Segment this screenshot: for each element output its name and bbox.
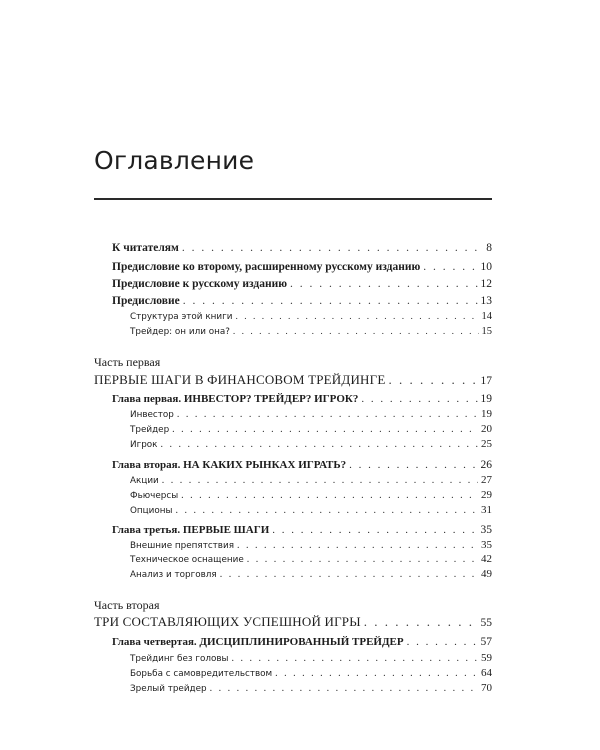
toc-page-number: 10 bbox=[480, 261, 492, 273]
toc-chapter[interactable] bbox=[112, 393, 492, 405]
toc-page-number: 49 bbox=[481, 568, 492, 580]
toc-subentry[interactable] bbox=[130, 489, 492, 501]
toc-subentry[interactable] bbox=[130, 408, 492, 420]
toc-page-number: 20 bbox=[481, 423, 492, 435]
toc-page-number: 8 bbox=[486, 242, 492, 254]
toc-subentry-label: Опционы bbox=[130, 506, 173, 516]
toc-page-number: 64 bbox=[481, 667, 492, 679]
page-title: Оглавление bbox=[94, 146, 255, 175]
toc-subentry[interactable] bbox=[130, 423, 492, 435]
toc-subentry[interactable] bbox=[130, 474, 492, 486]
toc-subentry-label: Трейдер bbox=[130, 425, 170, 435]
toc-subentry[interactable] bbox=[130, 311, 492, 322]
title-divider bbox=[94, 198, 492, 200]
toc-page-number: 70 bbox=[481, 682, 492, 694]
toc-page-number: 35 bbox=[481, 539, 492, 551]
chapter-title: Глава первая. ИНВЕСТОР? ТРЕЙДЕР? ИГРОК? bbox=[112, 393, 359, 405]
toc-part-entry[interactable] bbox=[94, 372, 492, 388]
toc-entry[interactable] bbox=[112, 295, 492, 307]
toc-subentry[interactable] bbox=[130, 568, 492, 580]
toc-page-number: 55 bbox=[480, 617, 492, 629]
toc-subentry[interactable] bbox=[130, 438, 492, 450]
toc-page-number: 42 bbox=[481, 553, 492, 565]
toc-subentry[interactable] bbox=[130, 504, 492, 516]
part-label: Часть вторая bbox=[94, 598, 160, 612]
toc-page-number: 17 bbox=[480, 375, 492, 387]
toc-subentry-label: Внешние препятствия bbox=[130, 541, 234, 551]
chapter-title: Глава третья. ПЕРВЫЕ ШАГИ bbox=[112, 524, 270, 536]
toc-page-number: 27 bbox=[481, 474, 492, 486]
toc-subentry[interactable] bbox=[130, 682, 492, 694]
toc-entry-label: К читателям bbox=[112, 242, 179, 254]
toc-subentry[interactable] bbox=[130, 539, 492, 551]
toc-subentry-label: Зрелый трейдер bbox=[130, 684, 207, 694]
toc-subentry[interactable] bbox=[130, 326, 492, 337]
toc-entry[interactable] bbox=[112, 261, 492, 273]
toc-page-number: 26 bbox=[480, 459, 492, 471]
toc-entry-label: Предисловие ко второму, расширенному русскому изданию bbox=[112, 261, 421, 273]
toc-subentry-label: Акции bbox=[130, 476, 159, 486]
toc-page-number: 29 bbox=[481, 489, 492, 501]
toc-subentry-label: Трейдинг без головы bbox=[130, 654, 229, 664]
toc-page-number: 14 bbox=[481, 311, 492, 322]
toc-page-number: 15 bbox=[481, 326, 492, 337]
toc-page-number: 25 bbox=[481, 438, 492, 450]
toc-entry-label: Предисловие bbox=[112, 295, 180, 307]
toc-subentry-label: Фьючерсы bbox=[130, 491, 179, 501]
toc-page-number: 31 bbox=[481, 504, 492, 516]
toc-chapter[interactable] bbox=[112, 459, 492, 471]
toc-chapter[interactable] bbox=[112, 636, 492, 648]
toc-page-number: 35 bbox=[480, 524, 492, 536]
toc-entry[interactable] bbox=[112, 242, 492, 254]
toc-subentry[interactable] bbox=[130, 667, 492, 679]
toc-part-entry[interactable] bbox=[94, 614, 492, 630]
toc-page-number: 12 bbox=[480, 278, 492, 290]
toc-subentry-label: Анализ и торговля bbox=[130, 570, 217, 580]
toc-page-number: 19 bbox=[481, 408, 492, 420]
toc-entry[interactable] bbox=[112, 278, 492, 290]
toc-subentry[interactable] bbox=[130, 553, 492, 565]
toc-page-number: 19 bbox=[480, 393, 492, 405]
toc-subentry-label: Трейдер: он или она? bbox=[130, 327, 230, 337]
toc-subentry-label: Техническое оснащение bbox=[130, 555, 244, 565]
chapter-title: Глава четвертая. ДИСЦИПЛИНИРОВАННЫЙ ТРЕЙДЕР bbox=[112, 636, 404, 648]
toc-subentry-label: Инвестор bbox=[130, 410, 174, 420]
part-label: Часть первая bbox=[94, 355, 161, 369]
part-title: ТРИ СОСТАВЛЯЮЩИХ УСПЕШНОЙ ИГРЫ bbox=[94, 614, 361, 629]
toc-page-number: 13 bbox=[480, 295, 492, 307]
toc-subentry-label: Игрок bbox=[130, 440, 158, 450]
part-title: ПЕРВЫЕ ШАГИ В ФИНАНСОВОМ ТРЕЙДИНГЕ bbox=[94, 372, 386, 387]
toc-page-number: 57 bbox=[480, 636, 492, 648]
toc-chapter[interactable] bbox=[112, 524, 492, 536]
toc-entry-label: Предисловие к русскому изданию bbox=[112, 278, 288, 290]
toc-subentry-label: Борьба с самовредительством bbox=[130, 669, 273, 679]
chapter-title: Глава вторая. НА КАКИХ РЫНКАХ ИГРАТЬ? bbox=[112, 459, 347, 471]
toc-subentry[interactable] bbox=[130, 652, 492, 664]
toc-page-number: 59 bbox=[481, 652, 492, 664]
toc-subentry-label: Структура этой книги bbox=[130, 312, 233, 322]
